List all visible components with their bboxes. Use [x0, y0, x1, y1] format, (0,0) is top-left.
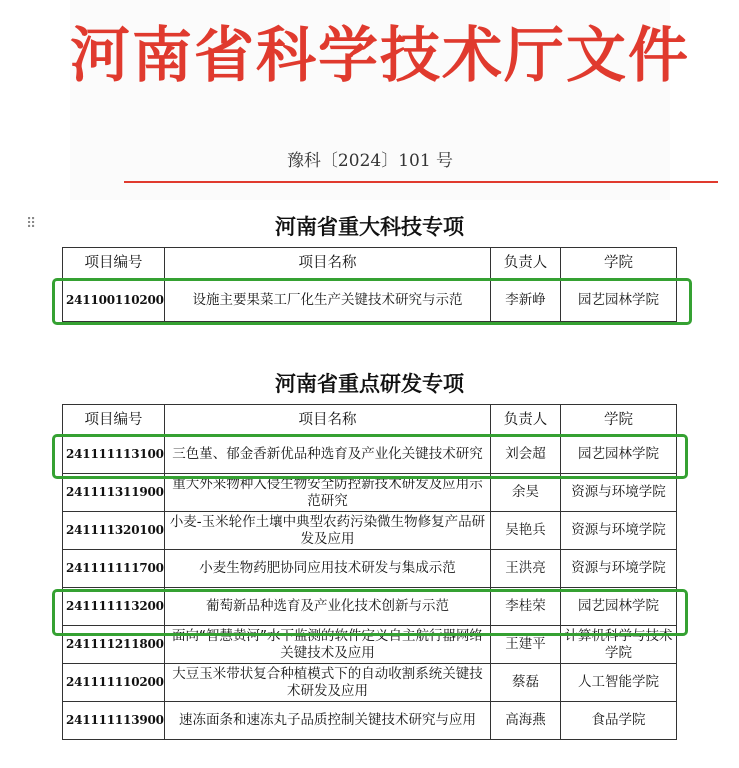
document-letterhead — [70, 0, 690, 200]
project-college: 园艺园林学院 — [561, 588, 677, 626]
project-college: 园艺园林学院 — [561, 279, 677, 322]
section-title-key-rd: 河南省重点研发专项 — [275, 371, 464, 396]
drag-handle-icon[interactable]: ⠿ — [26, 216, 37, 232]
table-row — [63, 626, 677, 664]
project-leader: 王洪亮 — [491, 550, 561, 588]
project-name: 大豆玉米带状复合种植模式下的自动收割系统关键技术研发及应用 — [165, 664, 491, 702]
project-code: 241111113100 — [63, 436, 165, 474]
project-college: 资源与环境学院 — [561, 550, 677, 588]
project-name: 小麦生物药肥协同应用技术研发与集成示范 — [165, 550, 491, 588]
project-leader: 刘会超 — [491, 436, 561, 474]
project-code: 241111113200 — [63, 588, 165, 626]
project-leader: 李桂荣 — [491, 588, 561, 626]
project-college: 计算机科学与技术学院 — [561, 626, 677, 664]
project-code: 241111110200 — [63, 664, 165, 702]
project-leader: 吴艳兵 — [491, 512, 561, 550]
project-college: 人工智能学院 — [561, 664, 677, 702]
table-header-row — [63, 405, 677, 436]
project-name: 三色堇、郁金香新优品种选育及产业化关键技术研究 — [165, 436, 491, 474]
project-college: 园艺园林学院 — [561, 436, 677, 474]
table-header-row — [63, 248, 677, 279]
project-leader: 王建平 — [491, 626, 561, 664]
project-leader: 余昊 — [491, 474, 561, 512]
project-name: 小麦-玉米轮作土壤中典型农药污染微生物修复产品研发及应用 — [165, 512, 491, 550]
project-leader: 蔡磊 — [491, 664, 561, 702]
project-name: 重大外来物种入侵生物安全防控新技术研发及应用示范研究 — [165, 474, 491, 512]
project-name: 设施主要果菜工厂化生产关键技术研究与示范 — [165, 279, 491, 322]
project-name: 面向“智慧黄河”水下监测的软件定义自主航行器网络关键技术及应用 — [165, 626, 491, 664]
column-header-name: 项目名称 — [165, 405, 491, 436]
project-code: 241111113900 — [63, 702, 165, 740]
table-row — [63, 279, 677, 322]
project-college: 资源与环境学院 — [561, 474, 677, 512]
column-header-college: 学院 — [561, 405, 677, 436]
project-college: 食品学院 — [561, 702, 677, 740]
column-header-code: 项目编号 — [63, 248, 165, 279]
table-row — [63, 702, 677, 740]
section-title-major: 河南省重大科技专项 — [275, 214, 464, 239]
project-code: 241111111700 — [63, 550, 165, 588]
column-header-college: 学院 — [561, 248, 677, 279]
project-name: 速冻面条和速冻丸子品质控制关键技术研究与应用 — [165, 702, 491, 740]
project-code: 241111211800 — [63, 626, 165, 664]
column-header-name: 项目名称 — [165, 248, 491, 279]
column-header-code: 项目编号 — [63, 405, 165, 436]
table-major-projects — [62, 247, 677, 322]
project-leader: 高海燕 — [491, 702, 561, 740]
column-header-leader: 负责人 — [491, 248, 561, 279]
document-title: 河南省科学技术厅文件 — [70, 21, 690, 91]
project-code: 241100110200 — [63, 279, 165, 322]
document-number: 豫科〔2024〕101 号 — [286, 151, 454, 171]
table-row — [63, 550, 677, 588]
table-key-rd-projects — [62, 404, 677, 740]
project-code: 241111311900 — [63, 474, 165, 512]
project-leader: 李新峥 — [491, 279, 561, 322]
column-header-leader: 负责人 — [491, 405, 561, 436]
red-divider — [124, 181, 718, 183]
table-row — [63, 436, 677, 474]
table-row — [63, 664, 677, 702]
table-row — [63, 474, 677, 512]
project-college: 资源与环境学院 — [561, 512, 677, 550]
project-name: 葡萄新品种选育及产业化技术创新与示范 — [165, 588, 491, 626]
table-row — [63, 512, 677, 550]
project-code: 241111320100 — [63, 512, 165, 550]
table-row — [63, 588, 677, 626]
